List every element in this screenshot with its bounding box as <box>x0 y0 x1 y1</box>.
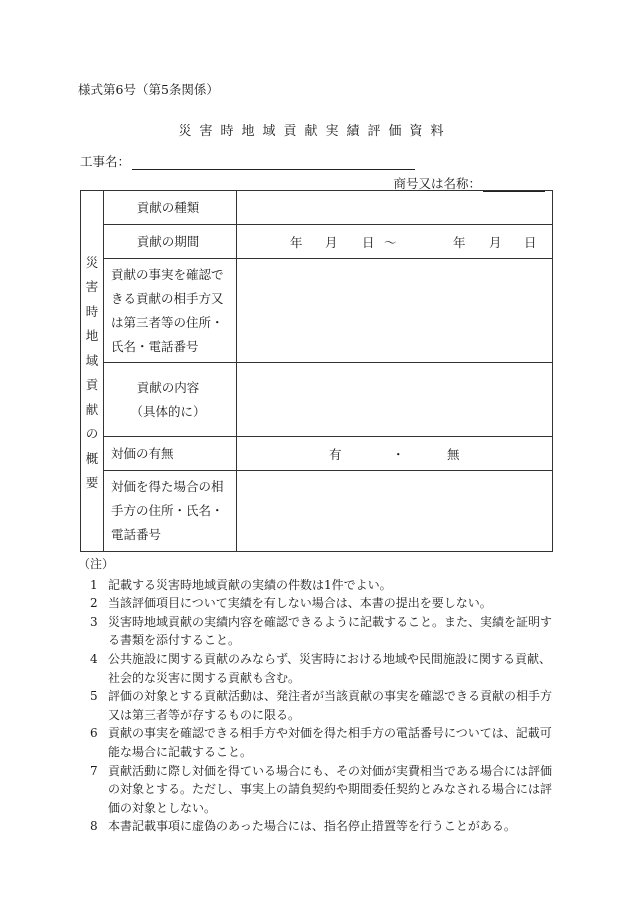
note-item: 6 貢献の事実を確認できる相手方や対価を得た相手方の電話番号については、記載可能な場合に記載すること。 <box>90 726 552 759</box>
note-item: 4 公共施設に関する貢献のみならず、災害時における地域や民間施設に関する貢献、社会的な災害に関する貢献も含む。 <box>90 651 552 685</box>
project-name-row <box>80 152 415 170</box>
note-item: 1 記載する災害時地域貢献の実績の件数は1件でよい。 <box>90 577 392 592</box>
payment-presence-field[interactable] <box>237 437 553 471</box>
payment-no-option[interactable]: 無 <box>447 446 460 462</box>
contact-person-label: 貢献の事実を確認できる貢献の相手方又は第三者等の住所・氏名・電話番号 <box>104 259 237 363</box>
contribution-content-title: 貢献の内容 <box>136 379 200 395</box>
document-title: 災害時地域貢献実績評価資料 <box>178 124 452 139</box>
overview-side-label: 災 害 時 地 域 貢 献 の 概 要 <box>81 191 104 552</box>
contribution-period-field[interactable] <box>237 225 553 259</box>
period-start-day: 日 <box>362 234 375 250</box>
project-name-field[interactable] <box>132 155 415 170</box>
period-end-month: 月 <box>489 234 502 250</box>
contribution-type-label: 貢献の種類 <box>104 191 237 225</box>
period-end-year: 年 <box>453 234 466 250</box>
period-start-year: 年 <box>290 234 303 250</box>
note-item: 8 本書記載事項に虚偽のあった場合には、指名停止措置等を行うことがある。 <box>90 819 516 834</box>
contribution-content-field[interactable] <box>237 363 553 437</box>
payment-separator: ・ <box>392 446 405 462</box>
period-tilde: 〜 <box>384 234 397 250</box>
notes-heading: （注） <box>78 557 115 571</box>
payment-yes-option[interactable]: 有 <box>329 446 342 462</box>
payer-contact-field[interactable] <box>237 471 553 552</box>
note-item: 5 評価の対象とする貢献活動は、発注者が当該貢献の事実を確認できる貢献の相手方又は第三者等が存するものに限る。 <box>90 689 553 722</box>
note-item: 7 貢献活動に際し対価を得ている場合にも、その対価が実費相当である場合には評価の対象とする。ただし、事実上の請負契約や期間委任契約とみなされる場合には評価の対象としない。 <box>90 763 553 815</box>
note-item: 3 災害時地域貢献の実績内容を確認できるように記載すること。また、実績を証明する書類を添付すること。 <box>90 614 553 648</box>
company-name-label: 商号又は名称： <box>393 176 481 191</box>
payer-contact-label: 対価を得た場合の相手方の住所・氏名・電話番号 <box>104 471 237 552</box>
period-end-day: 日 <box>524 234 537 250</box>
contribution-content-label <box>104 363 237 437</box>
contribution-content-sub: （具体的に） <box>130 403 206 419</box>
contribution-type-field[interactable] <box>237 191 553 225</box>
payment-presence-label: 対価の有無 <box>104 437 237 471</box>
period-start-month: 月 <box>325 234 338 250</box>
contribution-table <box>80 190 553 552</box>
note-item: 2 当該評価項目について実績を有しない場合は、本書の提出を要しない。 <box>90 596 492 611</box>
notes-section <box>78 555 558 836</box>
form-number: 様式第6号（第5条関係） <box>78 82 219 97</box>
contribution-period-label: 貢献の期間 <box>104 225 237 259</box>
project-name-label: 工事名： <box>80 154 131 169</box>
contact-person-field[interactable] <box>237 259 553 363</box>
